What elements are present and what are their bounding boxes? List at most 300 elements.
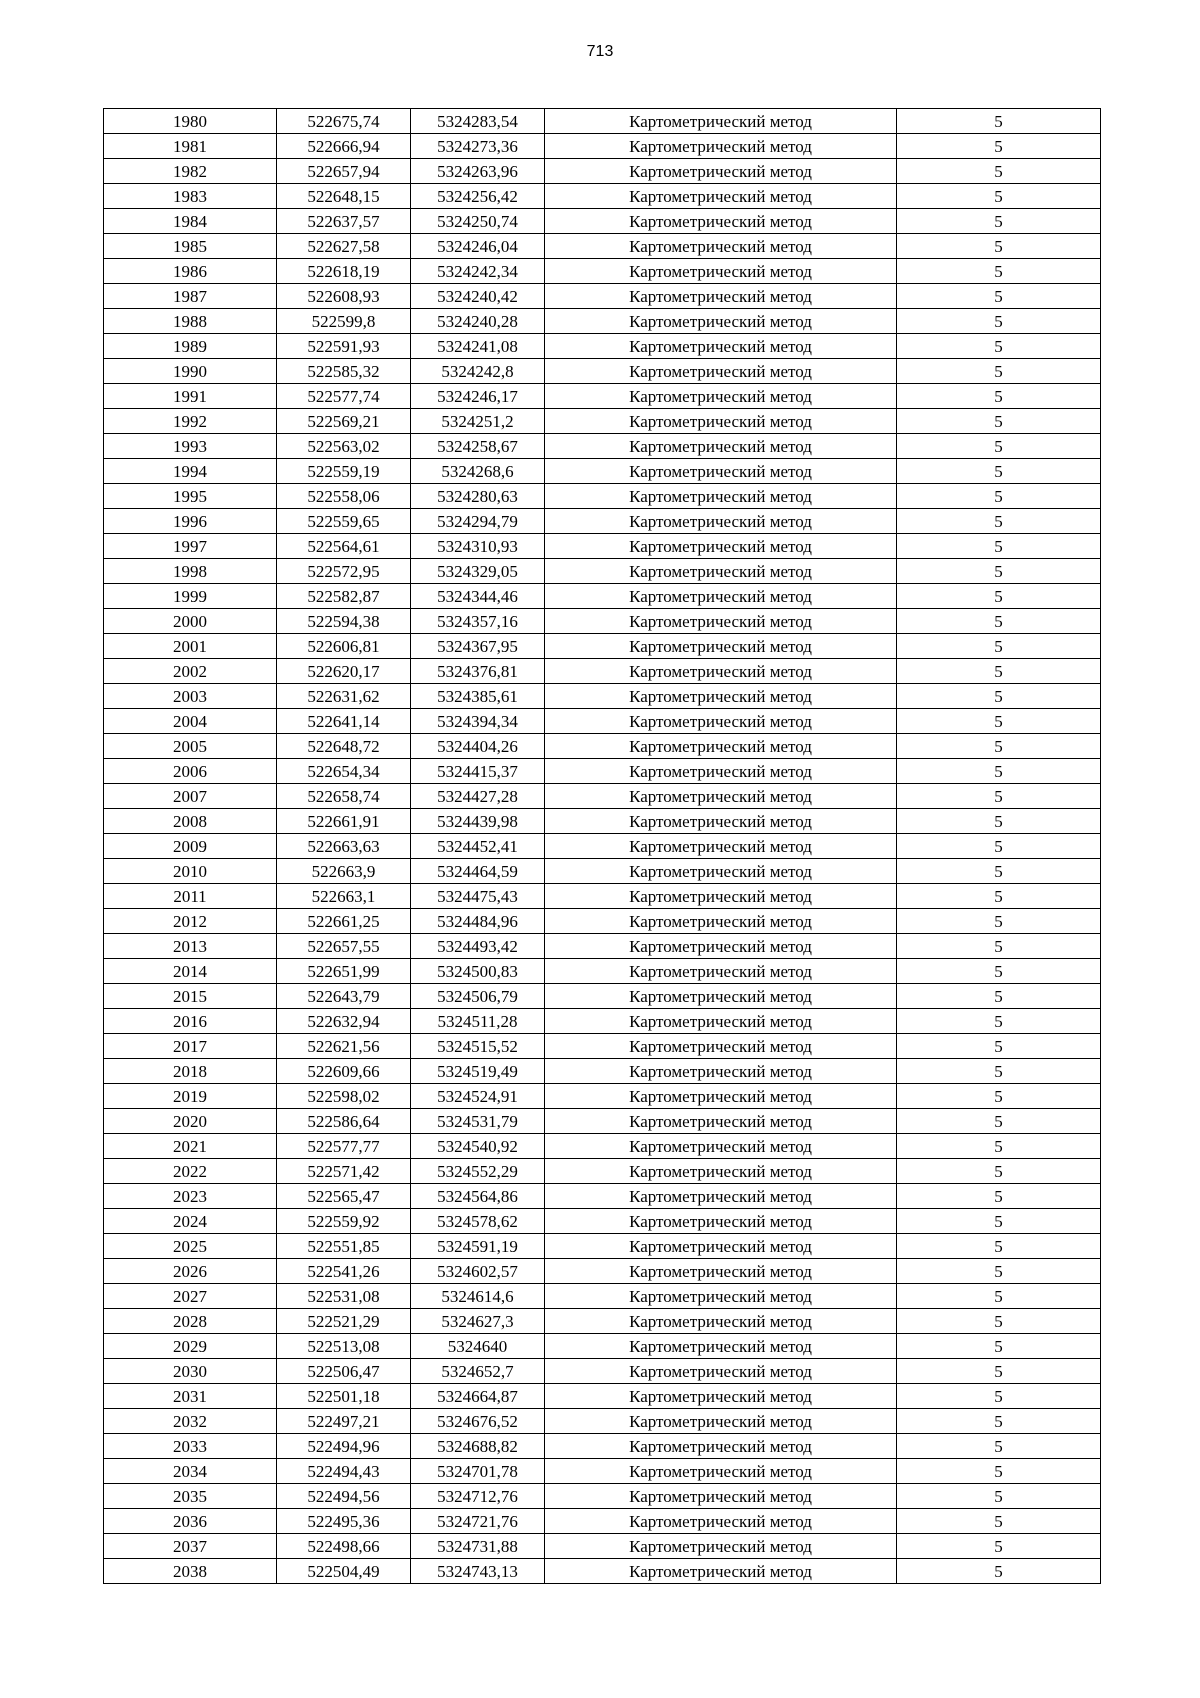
x-coordinate-cell: 522637,57 — [277, 209, 411, 234]
x-coordinate-cell: 522494,43 — [277, 1459, 411, 1484]
precision-cell: 5 — [897, 484, 1101, 509]
table-row — [104, 1234, 1101, 1259]
y-coordinate-cell: 5324240,28 — [411, 309, 545, 334]
point-number-cell: 2021 — [104, 1134, 277, 1159]
precision-cell: 5 — [897, 1309, 1101, 1334]
precision-cell: 5 — [897, 109, 1101, 134]
point-number-cell: 2009 — [104, 834, 277, 859]
precision-cell: 5 — [897, 859, 1101, 884]
table-row — [104, 1209, 1101, 1234]
method-cell: Картометрический метод — [545, 1259, 897, 1284]
x-coordinate-cell: 522498,66 — [277, 1534, 411, 1559]
x-coordinate-cell: 522643,79 — [277, 984, 411, 1009]
precision-cell: 5 — [897, 1084, 1101, 1109]
precision-cell: 5 — [897, 1534, 1101, 1559]
point-number-cell: 2019 — [104, 1084, 277, 1109]
precision-cell: 5 — [897, 434, 1101, 459]
point-number-cell: 2015 — [104, 984, 277, 1009]
point-number-cell: 1987 — [104, 284, 277, 309]
y-coordinate-cell: 5324743,13 — [411, 1559, 545, 1584]
table-row — [104, 134, 1101, 159]
point-number-cell: 2036 — [104, 1509, 277, 1534]
method-cell: Картометрический метод — [545, 1384, 897, 1409]
y-coordinate-cell: 5324268,6 — [411, 459, 545, 484]
y-coordinate-cell: 5324256,42 — [411, 184, 545, 209]
y-coordinate-cell: 5324500,83 — [411, 959, 545, 984]
method-cell: Картометрический метод — [545, 309, 897, 334]
point-number-cell: 1998 — [104, 559, 277, 584]
table-row — [104, 184, 1101, 209]
y-coordinate-cell: 5324240,42 — [411, 284, 545, 309]
y-coordinate-cell: 5324531,79 — [411, 1109, 545, 1134]
point-number-cell: 2035 — [104, 1484, 277, 1509]
precision-cell: 5 — [897, 159, 1101, 184]
precision-cell: 5 — [897, 309, 1101, 334]
table-row — [104, 734, 1101, 759]
method-cell: Картометрический метод — [545, 784, 897, 809]
x-coordinate-cell: 522494,56 — [277, 1484, 411, 1509]
precision-cell: 5 — [897, 409, 1101, 434]
precision-cell: 5 — [897, 634, 1101, 659]
table-row — [104, 1459, 1101, 1484]
table-row — [104, 1259, 1101, 1284]
precision-cell: 5 — [897, 884, 1101, 909]
table-row — [104, 359, 1101, 384]
method-cell: Картометрический метод — [545, 859, 897, 884]
y-coordinate-cell: 5324283,54 — [411, 109, 545, 134]
point-number-cell: 2026 — [104, 1259, 277, 1284]
method-cell: Картометрический метод — [545, 534, 897, 559]
method-cell: Картометрический метод — [545, 434, 897, 459]
point-number-cell: 1999 — [104, 584, 277, 609]
precision-cell: 5 — [897, 709, 1101, 734]
point-number-cell: 2025 — [104, 1234, 277, 1259]
precision-cell: 5 — [897, 734, 1101, 759]
precision-cell: 5 — [897, 609, 1101, 634]
point-number-cell: 2037 — [104, 1534, 277, 1559]
table-row — [104, 684, 1101, 709]
table-row — [104, 1084, 1101, 1109]
table-row — [104, 534, 1101, 559]
precision-cell: 5 — [897, 934, 1101, 959]
method-cell: Картометрический метод — [545, 1309, 897, 1334]
point-number-cell: 2013 — [104, 934, 277, 959]
method-cell: Картометрический метод — [545, 1184, 897, 1209]
precision-cell: 5 — [897, 1459, 1101, 1484]
x-coordinate-cell: 522675,74 — [277, 109, 411, 134]
method-cell: Картометрический метод — [545, 909, 897, 934]
table-row — [104, 1409, 1101, 1434]
precision-cell: 5 — [897, 809, 1101, 834]
table-row — [104, 209, 1101, 234]
x-coordinate-cell: 522504,49 — [277, 1559, 411, 1584]
x-coordinate-cell: 522565,47 — [277, 1184, 411, 1209]
point-number-cell: 2008 — [104, 809, 277, 834]
method-cell: Картометрический метод — [545, 1559, 897, 1584]
x-coordinate-cell: 522606,81 — [277, 634, 411, 659]
table-row — [104, 509, 1101, 534]
point-number-cell: 1985 — [104, 234, 277, 259]
precision-cell: 5 — [897, 1009, 1101, 1034]
precision-cell: 5 — [897, 559, 1101, 584]
x-coordinate-cell: 522654,34 — [277, 759, 411, 784]
x-coordinate-cell: 522657,55 — [277, 934, 411, 959]
coordinates-table — [103, 108, 1101, 1584]
point-number-cell: 2020 — [104, 1109, 277, 1134]
precision-cell: 5 — [897, 759, 1101, 784]
y-coordinate-cell: 5324614,6 — [411, 1284, 545, 1309]
x-coordinate-cell: 522599,8 — [277, 309, 411, 334]
y-coordinate-cell: 5324242,34 — [411, 259, 545, 284]
x-coordinate-cell: 522651,99 — [277, 959, 411, 984]
point-number-cell: 1993 — [104, 434, 277, 459]
point-number-cell: 1992 — [104, 409, 277, 434]
y-coordinate-cell: 5324731,88 — [411, 1534, 545, 1559]
table-row — [104, 434, 1101, 459]
x-coordinate-cell: 522558,06 — [277, 484, 411, 509]
x-coordinate-cell: 522608,93 — [277, 284, 411, 309]
x-coordinate-cell: 522594,38 — [277, 609, 411, 634]
table-row — [104, 709, 1101, 734]
point-number-cell: 2032 — [104, 1409, 277, 1434]
y-coordinate-cell: 5324415,37 — [411, 759, 545, 784]
method-cell: Картометрический метод — [545, 1209, 897, 1234]
x-coordinate-cell: 522497,21 — [277, 1409, 411, 1434]
y-coordinate-cell: 5324273,36 — [411, 134, 545, 159]
point-number-cell: 1997 — [104, 534, 277, 559]
point-number-cell: 2024 — [104, 1209, 277, 1234]
x-coordinate-cell: 522648,72 — [277, 734, 411, 759]
point-number-cell: 2012 — [104, 909, 277, 934]
x-coordinate-cell: 522577,74 — [277, 384, 411, 409]
precision-cell: 5 — [897, 1234, 1101, 1259]
method-cell: Картометрический метод — [545, 834, 897, 859]
table-row — [104, 809, 1101, 834]
table-row — [104, 1334, 1101, 1359]
point-number-cell: 1988 — [104, 309, 277, 334]
x-coordinate-cell: 522582,87 — [277, 584, 411, 609]
table-row — [104, 559, 1101, 584]
x-coordinate-cell: 522501,18 — [277, 1384, 411, 1409]
table-row — [104, 309, 1101, 334]
method-cell: Картометрический метод — [545, 1334, 897, 1359]
x-coordinate-cell: 522618,19 — [277, 259, 411, 284]
method-cell: Картометрический метод — [545, 1159, 897, 1184]
precision-cell: 5 — [897, 1359, 1101, 1384]
y-coordinate-cell: 5324540,92 — [411, 1134, 545, 1159]
method-cell: Картометрический метод — [545, 459, 897, 484]
method-cell: Картометрический метод — [545, 384, 897, 409]
point-number-cell: 1995 — [104, 484, 277, 509]
y-coordinate-cell: 5324263,96 — [411, 159, 545, 184]
table-row — [104, 1309, 1101, 1334]
point-number-cell: 2007 — [104, 784, 277, 809]
table-row — [104, 409, 1101, 434]
table-row — [104, 1559, 1101, 1584]
x-coordinate-cell: 522541,26 — [277, 1259, 411, 1284]
table-row — [104, 759, 1101, 784]
method-cell: Картометрический метод — [545, 934, 897, 959]
y-coordinate-cell: 5324404,26 — [411, 734, 545, 759]
point-number-cell: 2028 — [104, 1309, 277, 1334]
x-coordinate-cell: 522609,66 — [277, 1059, 411, 1084]
x-coordinate-cell: 522586,64 — [277, 1109, 411, 1134]
point-number-cell: 2004 — [104, 709, 277, 734]
y-coordinate-cell: 5324452,41 — [411, 834, 545, 859]
y-coordinate-cell: 5324493,42 — [411, 934, 545, 959]
y-coordinate-cell: 5324357,16 — [411, 609, 545, 634]
table-row — [104, 959, 1101, 984]
y-coordinate-cell: 5324439,98 — [411, 809, 545, 834]
point-number-cell: 2011 — [104, 884, 277, 909]
x-coordinate-cell: 522663,9 — [277, 859, 411, 884]
method-cell: Картометрический метод — [545, 1409, 897, 1434]
method-cell: Картометрический метод — [545, 134, 897, 159]
table-row — [104, 1059, 1101, 1084]
y-coordinate-cell: 5324246,04 — [411, 234, 545, 259]
x-coordinate-cell: 522661,91 — [277, 809, 411, 834]
point-number-cell: 2005 — [104, 734, 277, 759]
method-cell: Картометрический метод — [545, 884, 897, 909]
y-coordinate-cell: 5324688,82 — [411, 1434, 545, 1459]
point-number-cell: 2003 — [104, 684, 277, 709]
precision-cell: 5 — [897, 234, 1101, 259]
point-number-cell: 2022 — [104, 1159, 277, 1184]
precision-cell: 5 — [897, 1409, 1101, 1434]
x-coordinate-cell: 522506,47 — [277, 1359, 411, 1384]
precision-cell: 5 — [897, 509, 1101, 534]
precision-cell: 5 — [897, 684, 1101, 709]
x-coordinate-cell: 522494,96 — [277, 1434, 411, 1459]
point-number-cell: 2033 — [104, 1434, 277, 1459]
precision-cell: 5 — [897, 259, 1101, 284]
method-cell: Картометрический метод — [545, 984, 897, 1009]
y-coordinate-cell: 5324506,79 — [411, 984, 545, 1009]
y-coordinate-cell: 5324515,52 — [411, 1034, 545, 1059]
precision-cell: 5 — [897, 334, 1101, 359]
table-row — [104, 234, 1101, 259]
point-number-cell: 2029 — [104, 1334, 277, 1359]
point-number-cell: 1983 — [104, 184, 277, 209]
method-cell: Картометрический метод — [545, 1109, 897, 1134]
point-number-cell: 2030 — [104, 1359, 277, 1384]
y-coordinate-cell: 5324241,08 — [411, 334, 545, 359]
x-coordinate-cell: 522559,92 — [277, 1209, 411, 1234]
y-coordinate-cell: 5324627,3 — [411, 1309, 545, 1334]
method-cell: Картометрический метод — [545, 1534, 897, 1559]
y-coordinate-cell: 5324712,76 — [411, 1484, 545, 1509]
x-coordinate-cell: 522632,94 — [277, 1009, 411, 1034]
point-number-cell: 2038 — [104, 1559, 277, 1584]
table-row — [104, 834, 1101, 859]
table-row — [104, 1384, 1101, 1409]
y-coordinate-cell: 5324242,8 — [411, 359, 545, 384]
method-cell: Картометрический метод — [545, 1484, 897, 1509]
precision-cell: 5 — [897, 359, 1101, 384]
precision-cell: 5 — [897, 1109, 1101, 1134]
y-coordinate-cell: 5324376,81 — [411, 659, 545, 684]
precision-cell: 5 — [897, 659, 1101, 684]
method-cell: Картометрический метод — [545, 759, 897, 784]
y-coordinate-cell: 5324394,34 — [411, 709, 545, 734]
precision-cell: 5 — [897, 959, 1101, 984]
table-row — [104, 984, 1101, 1009]
y-coordinate-cell: 5324591,19 — [411, 1234, 545, 1259]
method-cell: Картометрический метод — [545, 1509, 897, 1534]
y-coordinate-cell: 5324721,76 — [411, 1509, 545, 1534]
table-row — [104, 1484, 1101, 1509]
point-number-cell: 2018 — [104, 1059, 277, 1084]
precision-cell: 5 — [897, 1384, 1101, 1409]
method-cell: Картометрический метод — [545, 359, 897, 384]
table-row — [104, 859, 1101, 884]
y-coordinate-cell: 5324251,2 — [411, 409, 545, 434]
x-coordinate-cell: 522531,08 — [277, 1284, 411, 1309]
x-coordinate-cell: 522513,08 — [277, 1334, 411, 1359]
precision-cell: 5 — [897, 1034, 1101, 1059]
method-cell: Картометрический метод — [545, 684, 897, 709]
precision-cell: 5 — [897, 1184, 1101, 1209]
table-row — [104, 109, 1101, 134]
table-row — [104, 909, 1101, 934]
x-coordinate-cell: 522521,29 — [277, 1309, 411, 1334]
x-coordinate-cell: 522585,32 — [277, 359, 411, 384]
table-row — [104, 934, 1101, 959]
method-cell: Картометрический метод — [545, 1059, 897, 1084]
y-coordinate-cell: 5324427,28 — [411, 784, 545, 809]
method-cell: Картометрический метод — [545, 709, 897, 734]
table-row — [104, 659, 1101, 684]
precision-cell: 5 — [897, 1559, 1101, 1584]
method-cell: Картометрический метод — [545, 959, 897, 984]
y-coordinate-cell: 5324246,17 — [411, 384, 545, 409]
method-cell: Картометрический метод — [545, 284, 897, 309]
y-coordinate-cell: 5324519,49 — [411, 1059, 545, 1084]
x-coordinate-cell: 522571,42 — [277, 1159, 411, 1184]
table-row — [104, 1509, 1101, 1534]
table-row — [104, 609, 1101, 634]
y-coordinate-cell: 5324552,29 — [411, 1159, 545, 1184]
point-number-cell: 2010 — [104, 859, 277, 884]
method-cell: Картометрический метод — [545, 1084, 897, 1109]
method-cell: Картометрический метод — [545, 209, 897, 234]
table-row — [104, 1534, 1101, 1559]
table-row — [104, 384, 1101, 409]
x-coordinate-cell: 522569,21 — [277, 409, 411, 434]
method-cell: Картометрический метод — [545, 1284, 897, 1309]
x-coordinate-cell: 522666,94 — [277, 134, 411, 159]
y-coordinate-cell: 5324578,62 — [411, 1209, 545, 1234]
y-coordinate-cell: 5324701,78 — [411, 1459, 545, 1484]
point-number-cell: 1990 — [104, 359, 277, 384]
point-number-cell: 1994 — [104, 459, 277, 484]
x-coordinate-cell: 522661,25 — [277, 909, 411, 934]
x-coordinate-cell: 522663,63 — [277, 834, 411, 859]
point-number-cell: 2023 — [104, 1184, 277, 1209]
table-row — [104, 159, 1101, 184]
table-row — [104, 784, 1101, 809]
y-coordinate-cell: 5324329,05 — [411, 559, 545, 584]
table-row — [104, 459, 1101, 484]
x-coordinate-cell: 522658,74 — [277, 784, 411, 809]
method-cell: Картометрический метод — [545, 1009, 897, 1034]
method-cell: Картометрический метод — [545, 234, 897, 259]
x-coordinate-cell: 522648,15 — [277, 184, 411, 209]
precision-cell: 5 — [897, 1284, 1101, 1309]
x-coordinate-cell: 522641,14 — [277, 709, 411, 734]
table-row — [104, 634, 1101, 659]
table-row — [104, 1159, 1101, 1184]
method-cell: Картометрический метод — [545, 634, 897, 659]
point-number-cell: 2016 — [104, 1009, 277, 1034]
y-coordinate-cell: 5324367,95 — [411, 634, 545, 659]
precision-cell: 5 — [897, 1059, 1101, 1084]
coordinates-table-body — [104, 109, 1101, 1584]
point-number-cell: 2027 — [104, 1284, 277, 1309]
method-cell: Картометрический метод — [545, 1234, 897, 1259]
precision-cell: 5 — [897, 984, 1101, 1009]
x-coordinate-cell: 522559,65 — [277, 509, 411, 534]
method-cell: Картометрический метод — [545, 509, 897, 534]
method-cell: Картометрический метод — [545, 484, 897, 509]
table-row — [104, 284, 1101, 309]
table-row — [104, 484, 1101, 509]
x-coordinate-cell: 522663,1 — [277, 884, 411, 909]
table-row — [104, 1109, 1101, 1134]
precision-cell: 5 — [897, 209, 1101, 234]
y-coordinate-cell: 5324564,86 — [411, 1184, 545, 1209]
method-cell: Картометрический метод — [545, 734, 897, 759]
method-cell: Картометрический метод — [545, 1359, 897, 1384]
x-coordinate-cell: 522621,56 — [277, 1034, 411, 1059]
precision-cell: 5 — [897, 1434, 1101, 1459]
table-row — [104, 884, 1101, 909]
method-cell: Картометрический метод — [545, 1034, 897, 1059]
point-number-cell: 1980 — [104, 109, 277, 134]
point-number-cell: 2031 — [104, 1384, 277, 1409]
point-number-cell: 1996 — [104, 509, 277, 534]
precision-cell: 5 — [897, 909, 1101, 934]
table-row — [104, 1134, 1101, 1159]
x-coordinate-cell: 522551,85 — [277, 1234, 411, 1259]
point-number-cell: 2017 — [104, 1034, 277, 1059]
method-cell: Картометрический метод — [545, 609, 897, 634]
precision-cell: 5 — [897, 784, 1101, 809]
x-coordinate-cell: 522577,77 — [277, 1134, 411, 1159]
method-cell: Картометрический метод — [545, 559, 897, 584]
y-coordinate-cell: 5324385,61 — [411, 684, 545, 709]
method-cell: Картометрический метод — [545, 809, 897, 834]
y-coordinate-cell: 5324511,28 — [411, 1009, 545, 1034]
y-coordinate-cell: 5324524,91 — [411, 1084, 545, 1109]
point-number-cell: 1981 — [104, 134, 277, 159]
y-coordinate-cell: 5324258,67 — [411, 434, 545, 459]
table-row — [104, 1284, 1101, 1309]
x-coordinate-cell: 522572,95 — [277, 559, 411, 584]
table-row — [104, 1184, 1101, 1209]
y-coordinate-cell: 5324664,87 — [411, 1384, 545, 1409]
precision-cell: 5 — [897, 534, 1101, 559]
point-number-cell: 1989 — [104, 334, 277, 359]
point-number-cell: 1984 — [104, 209, 277, 234]
table-row — [104, 1034, 1101, 1059]
table-row — [104, 584, 1101, 609]
table-row — [104, 259, 1101, 284]
method-cell: Картометрический метод — [545, 584, 897, 609]
y-coordinate-cell: 5324250,74 — [411, 209, 545, 234]
precision-cell: 5 — [897, 1209, 1101, 1234]
method-cell: Картометрический метод — [545, 1134, 897, 1159]
